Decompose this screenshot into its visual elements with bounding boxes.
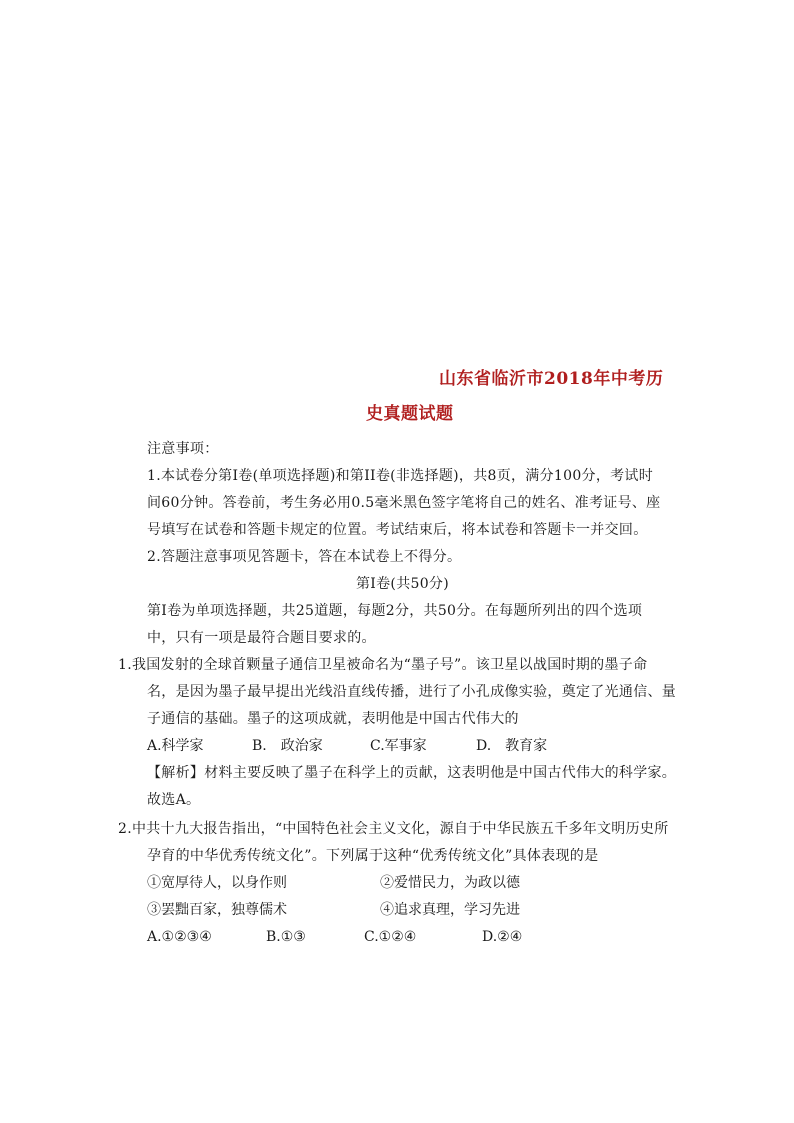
section1-intro-line2: 中，只有一项是最符合题目要求的。	[147, 630, 376, 646]
q2-stem-line2: 孕育的中华优秀传统文化”。下列属于这种“优秀传统文化”具体表现的是	[147, 848, 599, 864]
q2-item-4: ④追求真理，学习先进	[380, 902, 520, 918]
q1-stem-line3: 子通信的基础。墨子的这项成就，表明他是中国古代伟大的	[147, 711, 519, 727]
q1-option-a: A.科学家	[147, 738, 204, 754]
notice-heading: 注意事项：	[147, 441, 219, 457]
q2-option-b: B.①③	[266, 929, 306, 945]
q2-item-2: ②爱惜民力，为政以德	[380, 875, 520, 891]
document-title-line1: 山东省临沂市2018年中考历	[439, 369, 664, 389]
section1-intro-line1: 第Ⅰ卷为单项选择题，共25道题，每题2分，共50分。在每题所列出的四个选项	[147, 603, 643, 619]
q2-stem-line1: 2.中共十九大报告指出，“中国特色社会主义文化，源自于中华民族五千多年文明历史所	[118, 821, 669, 837]
q1-option-b: B. 政治家	[252, 738, 323, 754]
document-title-line2: 史真题试题	[366, 404, 454, 424]
q2-item-1: ①宽厚待人，以身作则	[147, 875, 287, 891]
q1-analysis-line1: 【解析】材料主要反映了墨子在科学上的贡献，这表明他是中国古代伟大的科学家。	[147, 765, 677, 781]
q1-stem-line2: 名，是因为墨子最早提出光线沿直线传播，进行了小孔成像实验，奠定了光通信、量	[147, 684, 677, 700]
q1-option-c: C.军事家	[370, 738, 427, 754]
q1-stem-line1: 1.我国发射的全球首颗量子通信卫星被命名为“墨子号”。该卫星以战国时期的墨子命	[118, 657, 648, 673]
q1-option-d: D. 教育家	[476, 738, 548, 754]
q1-analysis-line2: 故选A。	[147, 792, 201, 808]
notice-item1-line3: 号填写在试卷和答题卡规定的位置。考试结束后，将本试卷和答题卡一并交回。	[147, 522, 648, 538]
notice-item1-line1: 1.本试卷分第Ⅰ卷(单项选择题)和第II卷(非选择题)，共8页，满分100分，考试时	[147, 468, 654, 484]
q2-option-d: D.②④	[482, 929, 523, 945]
q2-option-a: A.①②③④	[147, 929, 212, 945]
notice-item2: 2.答题注意事项见答题卡，答在本试卷上不得分。	[147, 549, 462, 565]
section1-heading: 第Ⅰ卷(共50分)	[356, 576, 449, 592]
notice-item1-line2: 间60分钟。答卷前，考生务必用0.5毫米黑色签字笔将自己的姓名、准考证号、座	[147, 495, 661, 511]
q2-item-3: ③罢黜百家，独尊儒术	[147, 902, 287, 918]
q2-option-c: C.①②④	[364, 929, 417, 945]
